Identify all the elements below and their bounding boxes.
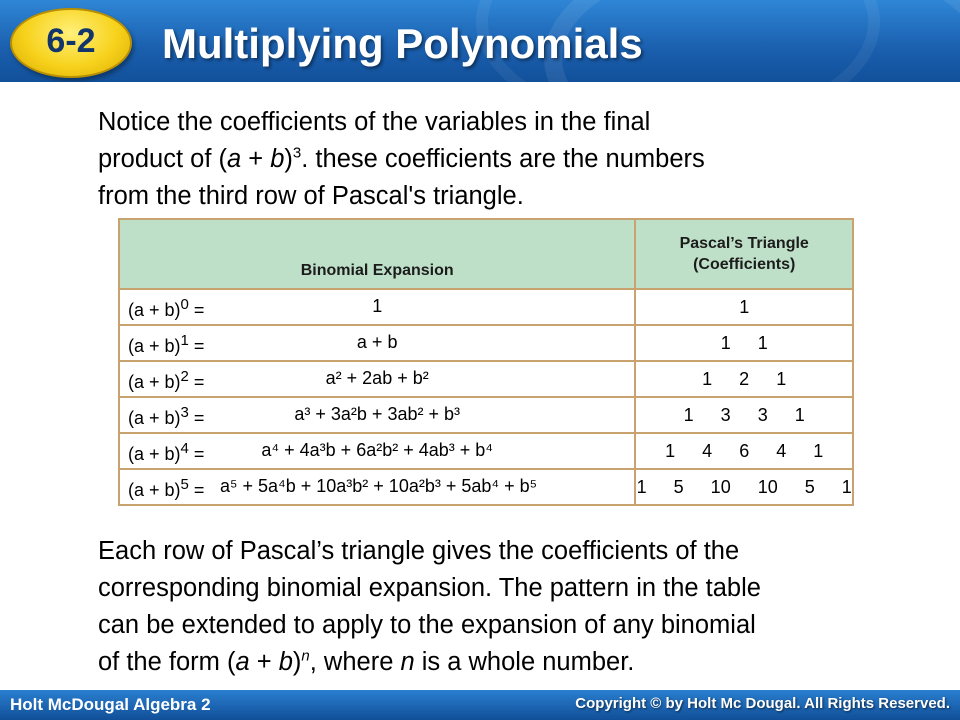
outro-line-4: of the form $(a + b)^n$, where n is a whole number. (98, 647, 635, 676)
table-row (119, 433, 853, 469)
intro-line-2: product of $(a + b)^3$. these coefficients are the numbers (98, 144, 705, 173)
table-row (119, 289, 853, 325)
lesson-number: 6-2 (46, 22, 96, 60)
expansion-cell: $(a + b)^0$ = 1 (119, 289, 635, 325)
page-title: Multiplying Polynomials (162, 20, 643, 67)
table-row (119, 325, 853, 361)
expansion-cell: $(a + b)^1$ = a + b (119, 325, 635, 361)
intro-line-1: Notice the coefficients of the variables in the final (98, 108, 651, 136)
outro-line-2: corresponding binomial expansion. The pattern in the table (98, 574, 761, 602)
outro-line-3: can be extended to apply to the expansion of any binomial (98, 611, 756, 639)
header-pascal-triangle: Pascal’s Triangle (Coefficients) (635, 219, 853, 289)
footer-bar (0, 690, 960, 720)
header-bar (0, 0, 960, 82)
coefficients-cell: 1 2 1 (635, 361, 853, 397)
table-row (119, 397, 853, 433)
coefficients-cell: 1 (635, 289, 853, 325)
table-header-row (119, 219, 853, 289)
coefficients-cell: 1 4 6 4 1 (635, 433, 853, 469)
table-row (119, 361, 853, 397)
expansion-cell: $(a + b)^5$ = a⁵ + 5a⁴b + 10a³b² + 10a²b³ + 5ab⁴ + b⁵ (119, 469, 635, 505)
outro-paragraph (98, 533, 938, 681)
lesson-badge (10, 8, 132, 78)
coefficients-cell: 1 3 3 1 (635, 397, 853, 433)
header-binomial-expansion: Binomial Expansion (119, 219, 635, 289)
footer-publisher: Holt McDougal Algebra 2 (10, 695, 211, 714)
table-row (119, 469, 853, 505)
intro-paragraph (98, 104, 938, 215)
expansion-cell: $(a + b)^4$ = a⁴ + 4a³b + 6a²b² + 4ab³ + b⁴ (119, 433, 635, 469)
coefficients-cell: 1 1 (635, 325, 853, 361)
coefficients-cell: 1 5 10 10 5 1 (635, 469, 853, 505)
intro-line-3: from the third row of Pascal's triangle. (98, 182, 524, 210)
expansion-cell: $(a + b)^3$ = a³ + 3a²b + 3ab² + b³ (119, 397, 635, 433)
pascal-table (118, 218, 854, 506)
outro-line-1: Each row of Pascal’s triangle gives the coefficients of the (98, 537, 740, 565)
footer-copyright: Copyright © by Holt Mc Dougal. All Rights Reserved. (575, 695, 950, 712)
expansion-cell: $(a + b)^2$ = a² + 2ab + b² (119, 361, 635, 397)
